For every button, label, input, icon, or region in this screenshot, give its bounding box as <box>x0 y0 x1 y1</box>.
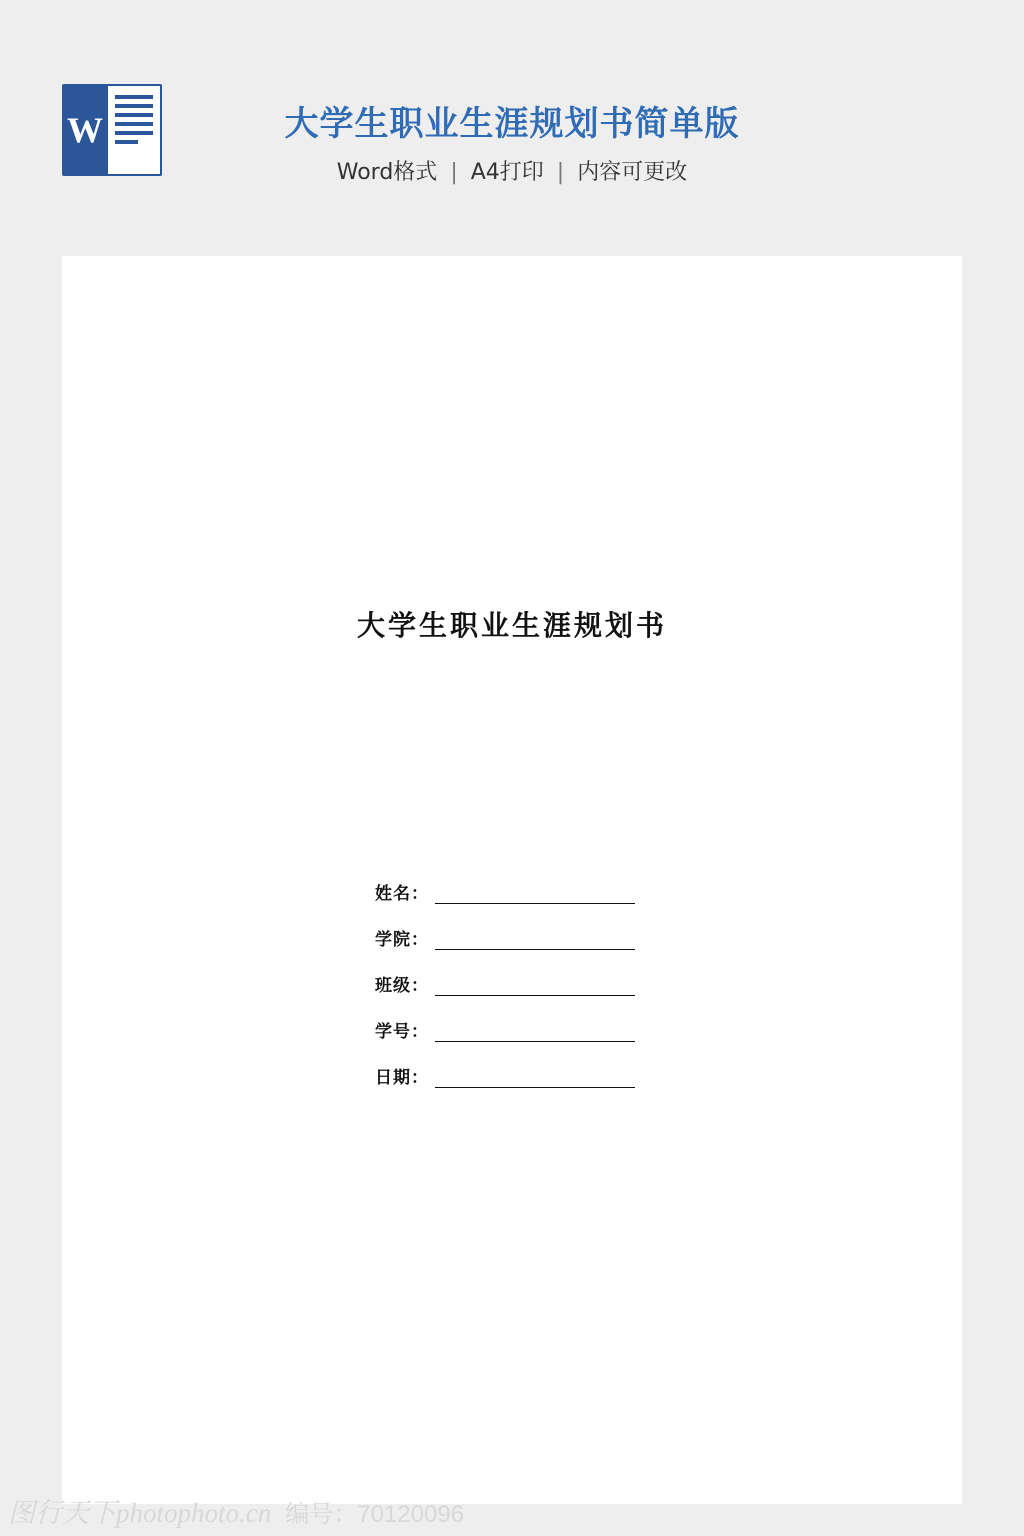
field-label: 班级： <box>375 976 429 996</box>
field-row-class <box>375 950 735 996</box>
field-input-student-id[interactable] <box>435 1023 635 1042</box>
document-page <box>62 256 962 1504</box>
page-subtitle <box>0 155 1024 186</box>
page-header <box>0 0 1024 256</box>
field-label: 学号： <box>375 1022 429 1042</box>
subtitle-separator: | <box>556 160 565 185</box>
subtitle-format: Word格式 <box>336 160 438 185</box>
watermark <box>8 1491 464 1530</box>
subtitle-print: A4打印 <box>470 160 544 185</box>
field-label: 学院： <box>375 930 429 950</box>
document-title: 大学生职业生涯规划书 <box>356 609 667 642</box>
field-row-date <box>375 1042 735 1088</box>
subtitle-separator: | <box>450 160 458 185</box>
page-title: 大学生职业生涯规划书简单版 <box>284 104 740 144</box>
field-label: 日期： <box>375 1068 429 1088</box>
field-row-name <box>375 858 735 904</box>
field-input-class[interactable] <box>435 977 635 996</box>
subtitle-editable: 内容可更改 <box>577 160 688 185</box>
watermark-site: 图行天下photophoto.cn <box>8 1498 272 1528</box>
watermark-code-value: 70120096 <box>357 1501 465 1528</box>
field-label: 姓名： <box>375 884 429 904</box>
field-input-name[interactable] <box>435 885 635 904</box>
field-row-college <box>375 904 735 950</box>
word-logo-letter: W <box>67 110 103 150</box>
watermark-code-label: 编号： <box>285 1500 358 1528</box>
field-input-college[interactable] <box>435 931 635 950</box>
field-row-student-id <box>375 996 735 1042</box>
cover-fields <box>375 858 735 1088</box>
footer-watermark-bar <box>0 1488 1024 1536</box>
field-input-date[interactable] <box>435 1069 635 1088</box>
